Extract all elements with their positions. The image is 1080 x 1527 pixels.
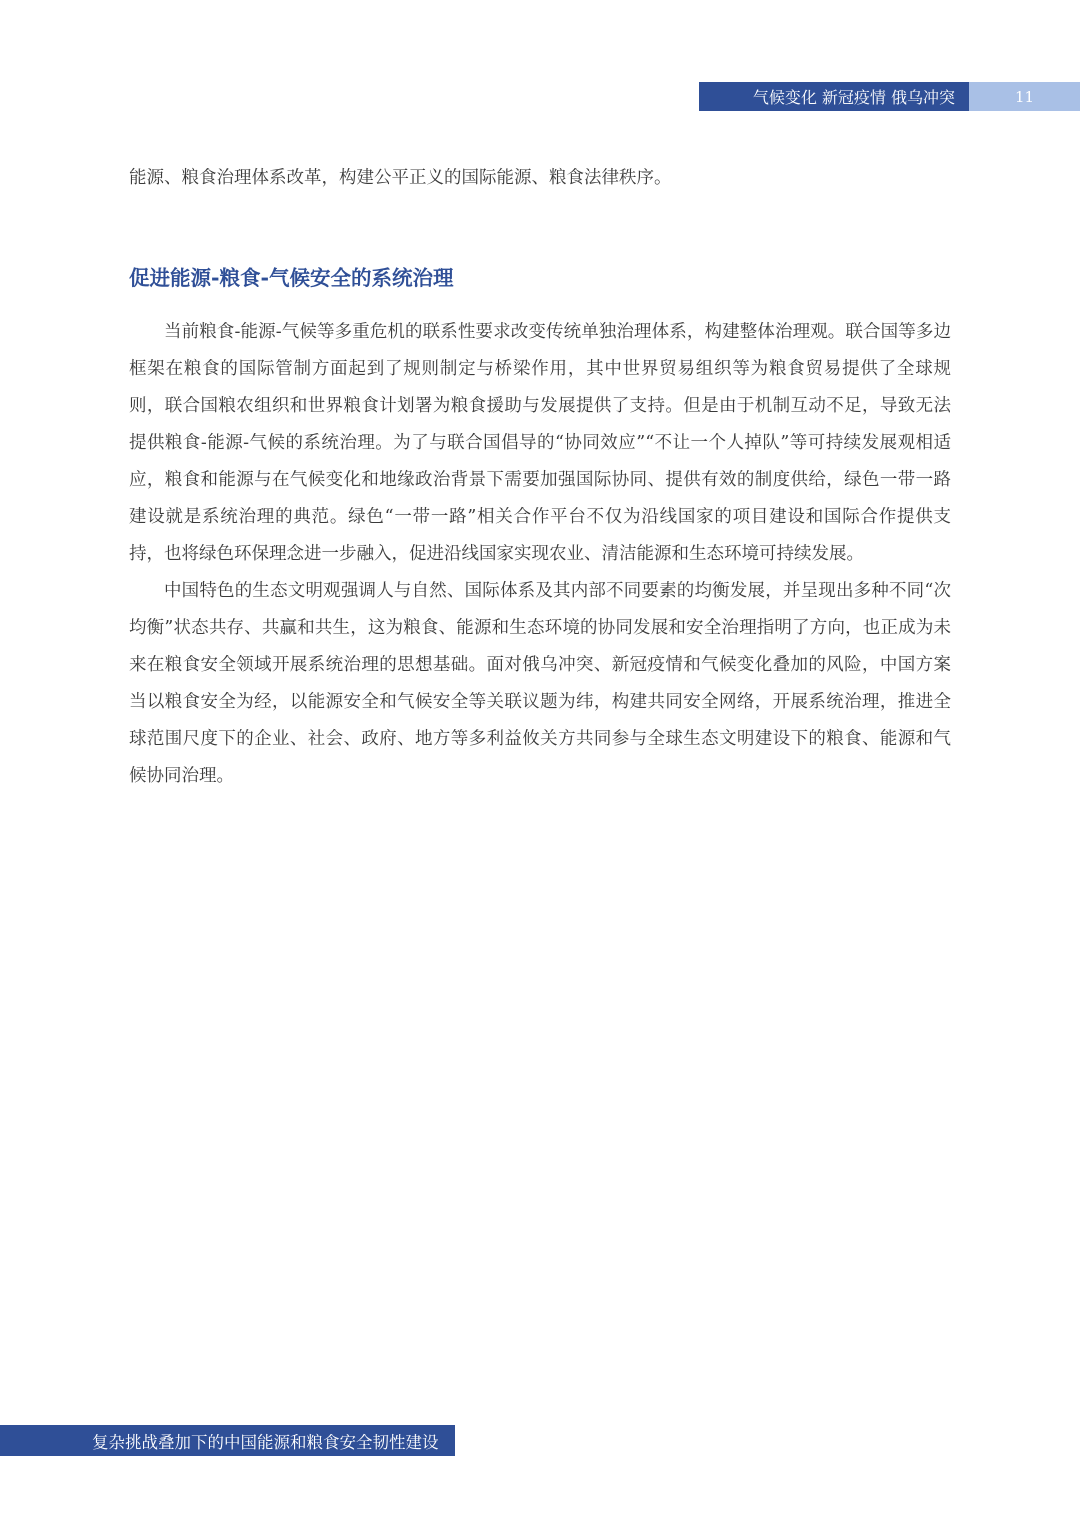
running-footer: 复杂挑战叠加下的中国能源和粮食安全韧性建设 bbox=[0, 1425, 455, 1456]
page-number: 11 bbox=[969, 82, 1080, 111]
main-content bbox=[129, 160, 951, 795]
body-paragraph-2: 中国特色的生态文明观强调人与自然、国际体系及其内部不同要素的均衡发展，并呈现出多种不同“次均衡”状态共存、共赢和共生，这为粮食、能源和生态环境的协同发展和安全治理指明了方向，也正成为未来在粮食安全领域开展系统治理的思想基础。面对俄乌冲突、新冠疫情和气候变化叠加的风险，中国方案当以粮食安全为经，以能源安全和气候安全等关联议题为纬，构建共同安全网络，开展系统治理，推进全球范围尺度下的企业、社会、政府、地方等多利益攸关方共同参与全球生态文明建设下的粮食、能源和气候协同治理。 bbox=[129, 581, 951, 786]
intro-paragraph: 能源、粮食治理体系改革，构建公平正义的国际能源、粮食法律秩序。 bbox=[129, 168, 672, 188]
section-heading: 促进能源-粮食-气候安全的系统治理 bbox=[129, 266, 454, 290]
running-header bbox=[699, 82, 1080, 111]
header-title: 气候变化 新冠疫情 俄乌冲突 bbox=[699, 82, 969, 111]
body-paragraph-1: 当前粮食-能源-气候等多重危机的联系性要求改变传统单独治理体系，构建整体治理观。联合国等多边框架在粮食的国际管制方面起到了规则制定与桥梁作用，其中世界贸易组织等为粮食贸易提供了全球规则，联合国粮农组织和世界粮食计划署为粮食援助与发展提供了支持。但是由于机制互动不足，导致无法提供粮食-能源-气候的系统治理。为了与联合国倡导的“协同效应”“不让一个人掉队”等可持续发展观相适应，粮食和能源与在气候变化和地缘政治背景下需要加强国际协同、提供有效的制度供给，绿色一带一路建设就是系统治理的典范。绿色“一带一路”相关合作平台不仅为沿线国家的项目建设和国际合作提供支持，也将绿色环保理念进一步融入，促进沿线国家实现农业、清洁能源和生态环境可持续发展。 bbox=[129, 322, 951, 564]
